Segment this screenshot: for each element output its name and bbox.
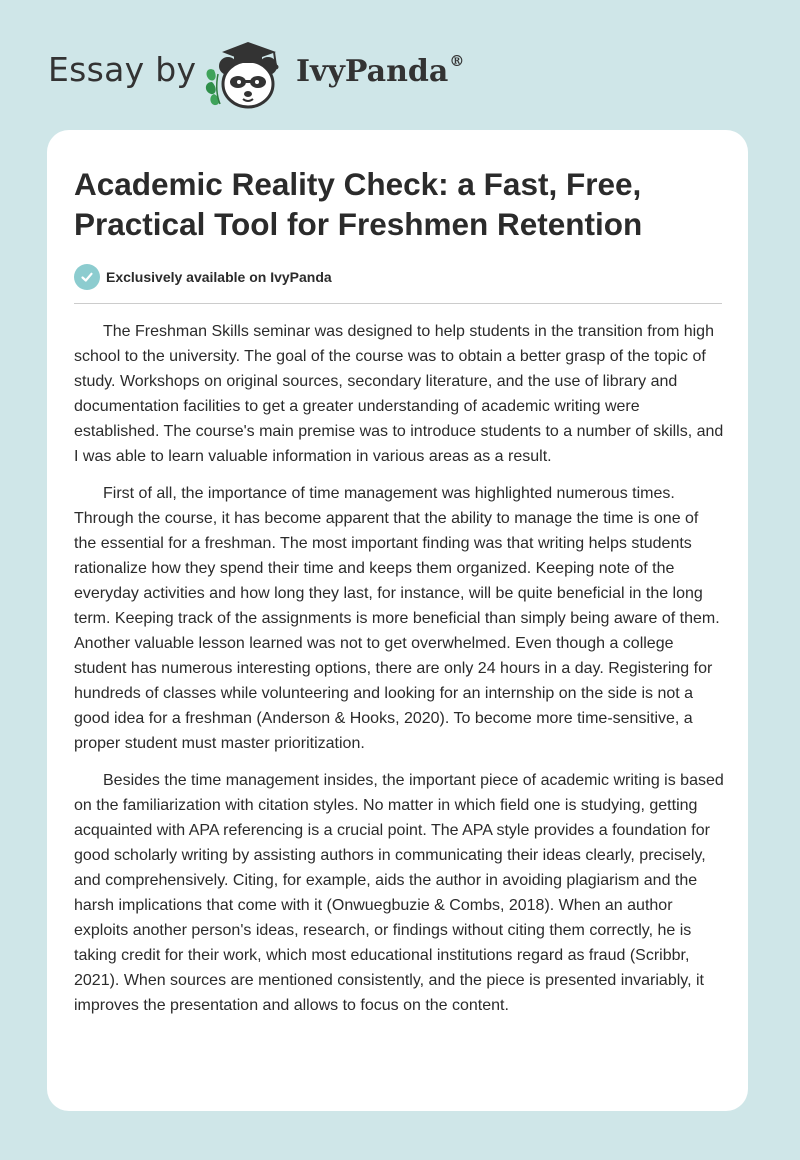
exclusive-badge [74,264,332,290]
essay-card [47,130,748,1111]
brand-name-text: IvyPanda [296,54,449,89]
panda-graduate-logo-icon[interactable] [200,36,290,110]
essay-title: Academic Reality Check: a Fast, Free, Practical Tool for Freshmen Retention [74,166,643,242]
essay-body [74,319,724,1030]
brand-name[interactable] [296,54,464,89]
site-header [0,0,800,130]
essay-by-label: Essay by [48,50,197,89]
paragraph: First of all, the importance of time management was highlighted numerous times. Through the course, it has become apparent that the ability to manage the time is one of the essential for a freshman. The most important finding was that writing helps students rationalize how they spend their time and keeps them organized. Keeping note of the everyday activities and how long they last, for instance, will be quite beneficial in the long term. Keeping track of the assignments is more beneficial than simply being aware of them. Another valuable lesson learned was not to get overwhelmed. Even though a college student has numerous interesting options, there are only 24 hours in a day. Registering for hundreds of classes while volunteering and looking for an internship on the side is not a good idea for a freshman (Anderson & Hooks, 2020). To become more time-sensitive, a proper student must master prioritization. [74,485,720,752]
paragraph: Besides the time management insides, the important piece of academic writing is based on the familiarization with citation styles. No matter in which field one is studying, getting acquainted with APA referencing is a crucial point. The APA style provides a foundation for good scholarly writing by assisting authors in communicating their ideas clearly, precisely, and comprehensively. Citing, for example, aids the author in avoiding plagiarism and the harsh implications that come with it (Onwuegbuzie & Combs, 2018). When an author exploits another person's ideas, research, or findings without citing them correctly, he is taking credit for their work, which most educational institutions regard as fraud (Scribbr, 2021). When sources are mentioned consistently, and the piece is presented invariably, it improves the presentation and allows to focus on the content. [74,772,724,1014]
ivy-leaf-icon [206,69,220,105]
exclusive-label: Exclusively available on IvyPanda [106,269,332,285]
registered-mark: ® [449,52,465,70]
check-icon [74,264,100,290]
divider [74,303,722,304]
paragraph: The Freshman Skills seminar was designed to help students in the transition from high school to the university. The goal of the course was to obtain a better grasp of the topic of study. Workshops on original sources, secondary literature, and the use of library and documentation facilities to get a greater understanding of academic writing were established. The course's main premise was to introduce students to a number of skills, and I was able to learn valuable information in various areas as a result. [74,323,724,465]
